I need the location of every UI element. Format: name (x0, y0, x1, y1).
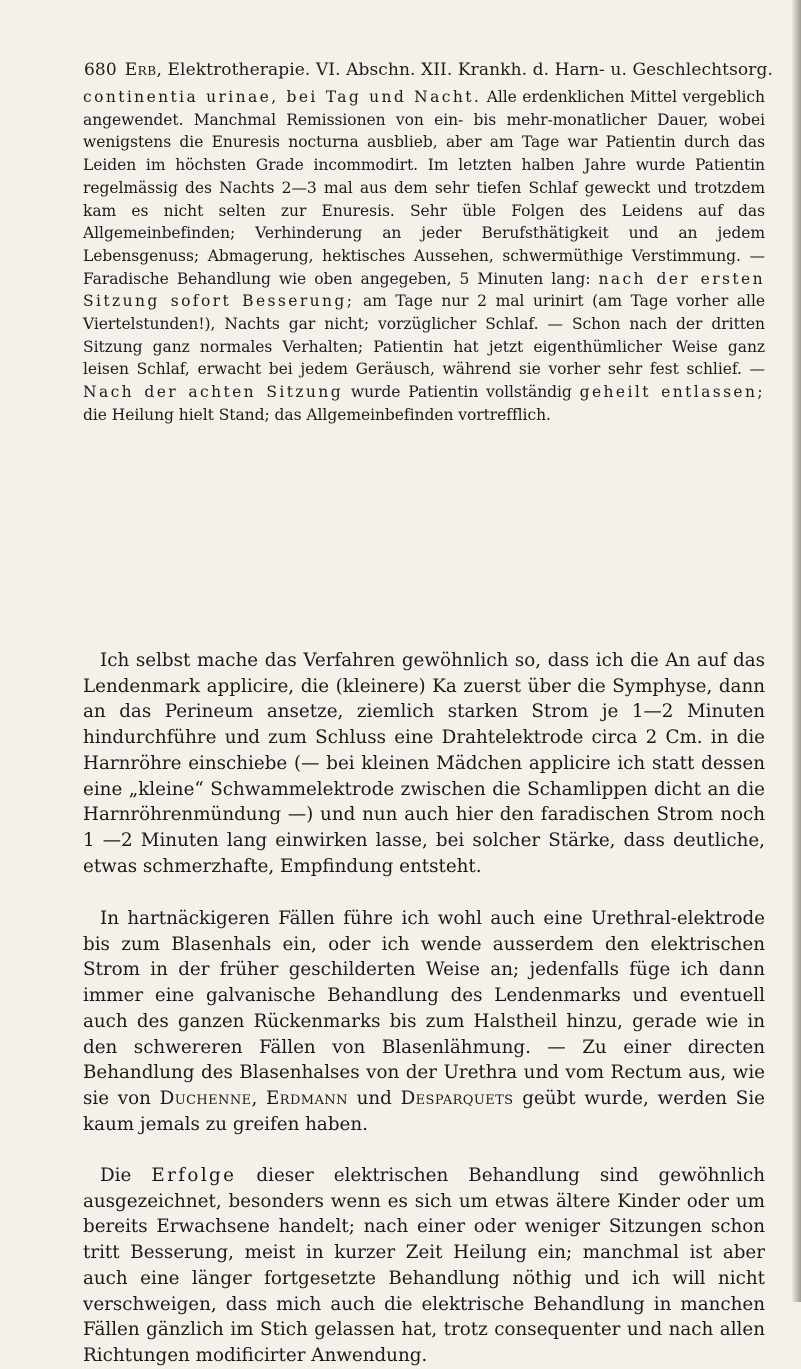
paragraph-text: Alle erdenklichen Mittel vergeblich angewendet. Manchmal Remissionen von ein- bis mehr-monatlicher Dauer, wobei wenigstens die Enuresis nocturna ausblieb, aber am Tage war Patientin durch das Leiden im höchsten Grade incommodirt. Im letzten halben Jahre wurde Patientin regelmässig des Nachts 2—3 mal aus dem sehr tiefen Schlaf geweckt und trotzdem kam es nicht selten zur Enuresis. Sehr üble Folgen des Leidens auf das Allgemeinbefinden; Verhinderung an jeder Berufsthätigkeit und an jedem Lebensgenuss; Abmagerung, hektisches Aussehen, schwermüthige Verstimmung. — Faradische Behandlung wie oben angegeben, 5 Minuten lang: (83, 88, 765, 288)
author-name-duchenne: Duchenne (159, 1087, 252, 1109)
separator: und (347, 1087, 401, 1109)
paragraph-text: geübt wurde, werden Sie kaum jemals zu greifen haben. (83, 1087, 765, 1135)
paragraph-text: am Tage nur 2 mal urinirt (am Tage vorher alle Viertelstunden!), Nachts gar nicht; vorzüglicher Schlaf. — Schon nach der dritten Sitzung ganz normales Verhalten; Patientin hat jetzt eigenthümlicher Weise ganz leisen Schlaf, erwacht bei jedem Geräusch, während sie vorher sehr fest schlief. — (83, 292, 765, 379)
paragraph-text: In hartnäckigeren Fällen führe ich wohl auch eine Urethral-elektrode bis zum Blasenhals ein, oder ich wende ausserdem den elektrischen Strom in der früher geschilderten Weise an; jedenfalls füge ich dann immer eine galvanische Behandlung des Lendenmarks und eventuell auch des ganzen Rückenmarks bis zum Halstheil hinzu, gerade wie in den schwereren Fällen von Blasenlähmung. — Zu einer directen Behandlung des Blasenhalses von der Urethra und vom Rectum aus, wie sie von (83, 908, 765, 1109)
spaced-emphasis: geheilt entlassen; (579, 383, 766, 402)
paragraph-text: wurde Patientin vollständig (343, 383, 580, 402)
spaced-emphasis: Erfolge (151, 1165, 237, 1186)
running-header (84, 58, 773, 82)
page-number: 680 (84, 60, 117, 80)
paragraph-text: dieser elektrischen Behandlung sind gewöhnlich ausgezeichnet, besonders wenn es sich um etwas ältere Kinder oder um bereits Erwachsene handelt; nach einer oder weniger Sitzungen schon tritt Besserung, meist in kurzer Zeit Heilung ein; manchmal ist aber auch eine länger fortgesetzte Behandlung nöthig und ich will nicht verschweigen, dass mich auch die elektrische Behandlung in manchen Fällen gänzlich im Stich gelassen hat, trotz consequenter und nach allen Richtungen modificirter Anwendung. (83, 1165, 765, 1366)
running-title: , Elektrotherapie. VI. Abschn. XII. Krankh. d. Harn- u. Geschlechtsorg. (156, 60, 773, 80)
spaced-emphasis: Nach der achten Sitzung (83, 383, 344, 402)
urethral-paragraph (83, 906, 765, 1137)
author-name-erdmann: Erdmann (266, 1087, 348, 1109)
paragraph-text: Die (100, 1165, 152, 1186)
spaced-emphasis: nach der ersten Sitzung sofort Besserung; (83, 269, 765, 311)
method-paragraph (83, 648, 765, 879)
page-edge-shadow (791, 0, 801, 1302)
paragraph-text: Ich selbst mache das Verfahren gewöhnlich so, dass ich die An auf das Lendenmark applicire, die (kleinere) Ka zuerst über die Symphyse, dann an das Perineum ansetze, ziemlich starken Strom je 1—2 Minuten hindurchführe und zum Schluss eine Drahtelektrode circa 2 Cm. in die Harnröhre einschiebe (— bei kleinen Mädchen applicire ich statt dessen eine „kleine“ Schwammelektrode zwischen die Schamlippen dicht an die Harnröhrenmündung —) und nun auch hier den faradischen Strom noch 1 —2 Minuten lang einwirken lasse, bei solcher Stärke, dass deutliche, etwas schmerzhafte, Empfindung entsteht. (83, 650, 765, 877)
spaced-emphasis: continentia urinae, bei Tag und Nacht. (83, 88, 482, 106)
author-name-desparquets: Desparquets (400, 1087, 514, 1109)
separator: , (251, 1087, 267, 1109)
results-paragraph (83, 1163, 765, 1369)
author-name: Erb (124, 60, 157, 80)
paragraph-text: die Heilung hielt Stand; das Allgemeinbefinden vortrefflich. (83, 405, 551, 424)
case-report-paragraph (83, 86, 765, 427)
